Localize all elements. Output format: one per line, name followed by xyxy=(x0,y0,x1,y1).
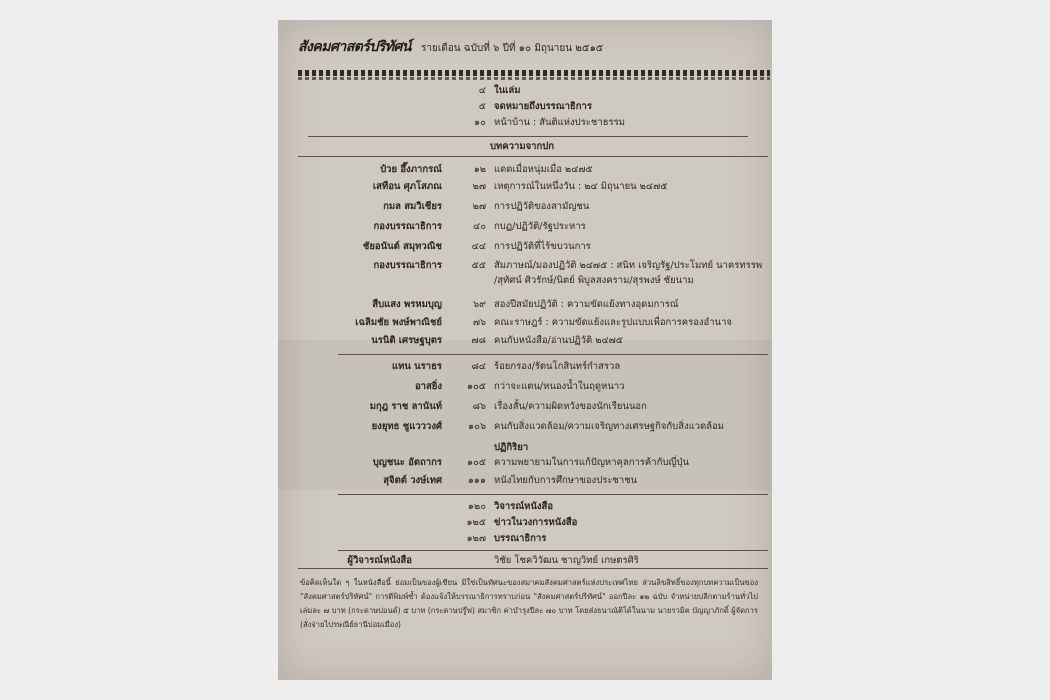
footnote: ข้อคิดเห็นใด ๆ ในหนังสือนี้ ย่อมเป็นของผู้เขียน มิใช่เป็นทัศนะของสมาคมสังคมศาสตร์แห่งประเทศไทย ส่วนลิขสิทธิ์ของทุกบทความเป็นของ "สังคมศาสตร์ปริทัศน์" การตีพิมพ์ซ้ำ ต้องแจ้งให้บรรณาธิการทราบก่อน "สังคมศาสตร์ปริทัศน์" ออกปีละ ๑๒ ฉบับ จำหน่ายปลีกตามร้านทั่วไป เล่มละ ๗ บาท (กระดาษปอนด์) ๕ บาท (กระดาษปรู๊ฟ) สมาชิก ค่าบำรุงปีละ ๗๐ บาท โดยส่งธนาณัติได้ในนาม นายรวมิต บัญญาภักดิ์ ผู้จัดการ (สั่งจ่ายไปรษณีย์ธานีบ่อมเมือง) xyxy=(300,578,758,629)
toc-author: กมล สมวิเชียร xyxy=(383,201,442,212)
toc-title: แดดเมื่อหนุ่มเมื่อ ๒๔๗๕ xyxy=(494,164,593,175)
toc-title: การปฏิวัติที่ไร้ขบวนการ xyxy=(494,241,591,252)
toc-title: วิจารณ์หนังสือ xyxy=(494,501,554,512)
toc-author: นรนิติ เศรษฐบุตร xyxy=(371,335,442,346)
toc-author: ชัยอนันต์ สมุทวณิช xyxy=(362,241,442,252)
toc-page-number: ๑๒๗ xyxy=(466,533,486,544)
table-of-contents xyxy=(278,20,772,680)
toc-title: ความพยายามในการแก้ปัญหาคุลการค้ากับญี่ปุ่น xyxy=(494,457,689,468)
toc-title: สองปีสมัยปฏิวัติ : ความขัดแย้งทางอุดมการณ์ xyxy=(494,299,679,310)
toc-page-number: ๕ xyxy=(478,101,486,112)
toc-row xyxy=(278,332,772,350)
toc-row xyxy=(278,178,772,196)
divider xyxy=(298,156,768,157)
toc-title: คนกับสิ่งแวดล้อม/ความเจริญทางเศรษฐกิจกับสิ่งแวดล้อม xyxy=(494,421,725,432)
toc-row xyxy=(278,218,772,236)
toc-page-number: ๔ xyxy=(478,85,486,96)
toc-page-number: ๑๒ xyxy=(473,164,486,175)
toc-page-number: ๑๐๖ xyxy=(468,421,486,432)
toc-title: คนกับหนังสือ/อ่านปฏิวัติ ๒๔๗๕ xyxy=(494,335,623,346)
toc-title: ร้อยกรอง/รัตนโกสินทร์กำสรวล xyxy=(494,361,621,372)
magazine-logo: สังคมศาสตร์ปริทัศน์ xyxy=(298,39,411,55)
issue-info: รายเดือน ฉบับที่ ๖ ปีที่ ๑๐ มิถุนายน ๒๕๑๕ xyxy=(420,43,604,54)
divider xyxy=(298,568,768,569)
toc-page-number: ๘๖ xyxy=(472,401,486,412)
toc-title: ข่าวในวงการหนังสือ xyxy=(494,517,578,528)
toc-author: บุญชนะ อัตถากร xyxy=(372,457,442,468)
toc-page-number: ๖๙ xyxy=(473,299,486,310)
toc-row xyxy=(278,398,772,416)
toc-author: ยงยุทธ ชูแวววงศ์ xyxy=(371,421,442,432)
toc-page-number: ๒๗ xyxy=(472,181,486,192)
toc-row xyxy=(278,314,772,332)
toc-title: หนังไทยกับการศึกษาของประชาชน xyxy=(494,475,638,486)
toc-title: คณะราษฎร์ : ความขัดแย้งและรูปแบบเพื่อการครองอำนาจ xyxy=(494,317,732,328)
reviewers-names: วิชัย โชควิวัฒน ชาญวิทย์ เกษตรศิริ xyxy=(494,555,639,566)
toc-page-number: ๑๒๕ xyxy=(466,517,486,528)
toc-row xyxy=(278,114,772,132)
toc-row xyxy=(278,198,772,216)
toc-page-number: ๔๔ xyxy=(471,241,486,252)
toc-row xyxy=(278,472,772,490)
toc-title: หน้าบ้าน : สันติแห่งประชาธรรม xyxy=(494,117,625,128)
toc-author: อาสยิ่ง xyxy=(414,381,442,392)
toc-title: สัมภาษณ์/มองปฏิวัติ ๒๔๗๕ : สนิท เจริญรัฐ/ประโมทย์ นาครทรรพ /สุทัศน์ ศิวรักษ์/นิตย์ พิบูลสงคราม/สุรพงษ์ ชัยนาม xyxy=(494,260,763,286)
toc-page-number: ๗๘ xyxy=(471,335,486,346)
toc-author: แทน นราธร xyxy=(391,361,442,372)
toc-author: กองบรรณาธิการ xyxy=(373,221,442,232)
section-heading: บทความจากปก xyxy=(490,141,555,152)
toc-row xyxy=(278,258,772,290)
toc-author: เฉลิมชัย พงษ์พาณิชย์ xyxy=(355,317,442,328)
toc-title: การปฏิวัติของสามัญชน xyxy=(494,201,590,212)
toc-page-number: ๑๐ xyxy=(474,117,486,128)
toc-page-number: ๕๕ xyxy=(471,260,486,271)
reviewers-label: ผู้วิจารณ์หนังสือ xyxy=(347,555,412,566)
toc-row xyxy=(278,530,772,548)
magazine-page xyxy=(278,20,772,680)
toc-page-number: ๘๔ xyxy=(471,361,486,372)
toc-title: กว่าจะแตน/หนองน้ำในฤดูหนาว xyxy=(494,381,625,392)
toc-author: เสทือน ศุภโสภณ xyxy=(372,181,442,192)
toc-row xyxy=(278,358,772,376)
toc-author: สืบแสง พรหมบุญ xyxy=(372,299,442,310)
toc-page-number: ๔๐ xyxy=(473,221,486,232)
toc-author: ป๋วย อึ๊งภากรณ์ xyxy=(380,164,442,175)
toc-row xyxy=(278,161,772,179)
toc-author: กองบรรณาธิการ xyxy=(373,260,442,271)
toc-page-number: ๗๖ xyxy=(472,317,486,328)
toc-title: บรรณาธิการ xyxy=(494,533,547,544)
reaction-heading: ปฏิกิริยา xyxy=(494,442,529,453)
toc-row xyxy=(278,238,772,256)
toc-title: ในเล่ม xyxy=(494,85,521,96)
toc-title: จดหมายถึงบรรณาธิการ xyxy=(494,101,592,112)
toc-row xyxy=(278,418,772,436)
toc-author: มกุฎ ราช ลานันท์ xyxy=(369,401,442,412)
toc-row xyxy=(278,378,772,396)
toc-page-number: ๑๒๐ xyxy=(467,501,486,512)
toc-title: เหตุการณ์ในหนึ่งวัน : ๒๔ มิถุนายน ๒๔๗๕ xyxy=(494,181,668,192)
toc-title: กบฏ/ปฏิวัติ/รัฐประหาร xyxy=(494,221,586,232)
toc-page-number: ๑๐๕ xyxy=(466,381,486,392)
toc-page-number: ๑๐๕ xyxy=(466,457,486,468)
divider xyxy=(338,550,768,551)
divider xyxy=(338,494,768,495)
toc-row xyxy=(278,296,772,314)
toc-row xyxy=(278,454,772,472)
toc-page-number: ๒๗ xyxy=(472,201,486,212)
divider xyxy=(338,354,768,355)
toc-page-number: ๑๑๑ xyxy=(467,475,486,486)
toc-author: สุจิตต์ วงษ์เทศ xyxy=(383,475,442,486)
toc-title: เรื่องสั้น/ความผิดหวังของนักเรียนนอก xyxy=(494,401,647,412)
divider xyxy=(308,136,748,137)
